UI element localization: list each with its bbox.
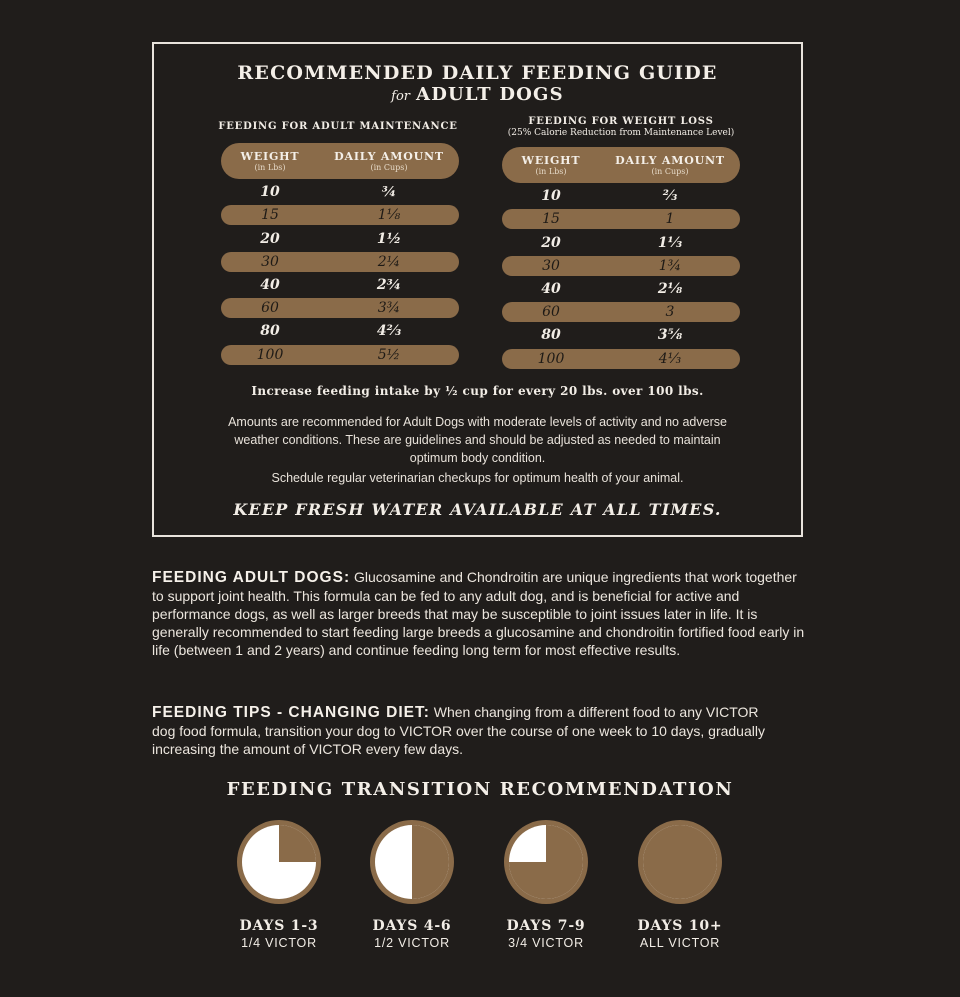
amount-cell: 1⅛ xyxy=(377,207,401,224)
feeding-adult-dogs-heading: FEEDING ADULT DOGS: xyxy=(152,569,351,586)
transition-stage xyxy=(219,818,339,950)
increase-feeding-note: Increase feeding intake by ½ cup for every 20 lbs. over 100 lbs. xyxy=(251,384,704,398)
feeding-adult-dogs-paragraph xyxy=(152,568,812,659)
transition-stage xyxy=(352,818,472,950)
amount-column-header xyxy=(319,150,459,172)
amount-column-label: DAILY AMOUNT xyxy=(334,150,444,163)
feeding-tips-heading: FEEDING TIPS - CHANGING DIET: xyxy=(152,704,430,721)
amount-cell: 1¾ xyxy=(658,257,682,274)
stage-days-label: DAYS 10+ xyxy=(637,918,723,934)
amount-cell: 5½ xyxy=(377,346,401,363)
stage-amount-label: 1/2 VICTOR xyxy=(374,936,450,950)
weight-loss-heading: FEEDING FOR WEIGHT LOSS xyxy=(528,116,714,127)
table-row xyxy=(221,229,459,249)
table-row xyxy=(221,182,459,202)
guide-subtitle xyxy=(154,84,801,105)
weight-column-header xyxy=(502,154,600,176)
stage-days-label: DAYS 4-6 xyxy=(372,918,452,934)
amount-cell: ⅔ xyxy=(662,188,678,205)
amount-cell: ¾ xyxy=(381,184,397,201)
weight-column-label: WEIGHT xyxy=(240,150,300,163)
feeding-tips-paragraph xyxy=(152,703,782,758)
transition-pie-icon xyxy=(235,818,323,906)
maintenance-table-header xyxy=(221,143,459,179)
amount-cell: 4⅓ xyxy=(658,350,682,367)
feeding-guide-box xyxy=(152,42,803,537)
weight-cell: 30 xyxy=(261,253,279,270)
weight-column-unit: (in Lbs) xyxy=(254,163,286,172)
amount-cell: 2⅛ xyxy=(657,280,683,297)
transition-stage xyxy=(620,818,740,950)
weight-column-label: WEIGHT xyxy=(521,154,581,167)
table-row xyxy=(502,279,740,299)
amount-column-header xyxy=(600,154,740,176)
weight-cell: 100 xyxy=(537,350,565,367)
weight-loss-subheading: (25% Calorie Reduction from Maintenance Level) xyxy=(507,128,735,138)
transition-stage xyxy=(486,818,606,950)
weight-cell: 20 xyxy=(541,234,561,251)
guide-subtitle-main: ADULT DOGS xyxy=(416,84,564,105)
stage-amount-label: ALL VICTOR xyxy=(639,936,721,950)
weight-cell: 10 xyxy=(260,184,280,201)
weight-cell: 30 xyxy=(542,257,560,274)
table-row xyxy=(221,345,459,365)
amount-column-unit: (in Cups) xyxy=(370,163,408,172)
transition-pie-icon xyxy=(636,818,724,906)
table-row xyxy=(221,298,459,318)
table-row xyxy=(221,205,459,225)
amount-column-unit: (in Cups) xyxy=(651,167,689,176)
weight-loss-rows xyxy=(502,186,740,368)
guide-subtitle-for: for xyxy=(391,89,411,104)
weight-cell: 100 xyxy=(256,346,284,363)
weight-loss-table xyxy=(502,116,740,369)
weight-cell: 80 xyxy=(541,327,561,344)
amount-cell: 1 xyxy=(665,211,675,228)
weight-cell: 60 xyxy=(261,300,279,317)
table-row xyxy=(502,325,740,345)
amounts-note: Amounts are recommended for Adult Dogs with moderate levels of activity and no adverse weather conditions. These are guidelines and should be adjusted as needed to maintain optimum body condition. xyxy=(228,415,727,465)
table-row xyxy=(502,349,740,369)
amount-cell: 1½ xyxy=(376,230,402,247)
table-row xyxy=(502,233,740,253)
table-row xyxy=(502,302,740,322)
weight-cell: 15 xyxy=(542,211,560,228)
stage-amount-label: 3/4 VICTOR xyxy=(508,936,584,950)
feeding-tips-text: When changing from a different food to any VICTOR dog food formula, transition your dog to VICTOR over the course of one week to 10 days, gradually increasing the amount of VICTOR every few days. xyxy=(152,704,765,757)
amount-cell: 3¾ xyxy=(377,300,401,317)
table-row xyxy=(221,321,459,341)
stage-days-label: DAYS 7-9 xyxy=(506,918,586,934)
guide-title: RECOMMENDED DAILY FEEDING GUIDE xyxy=(237,62,718,84)
weight-cell: 80 xyxy=(260,323,280,340)
weight-cell: 10 xyxy=(541,188,561,205)
weight-cell: 40 xyxy=(260,276,280,293)
weight-cell: 40 xyxy=(541,280,561,297)
table-row xyxy=(221,252,459,272)
stage-amount-label: 1/4 VICTOR xyxy=(241,936,317,950)
table-row xyxy=(502,186,740,206)
maintenance-heading: FEEDING FOR ADULT MAINTENANCE xyxy=(218,121,458,132)
amount-cell: 2¾ xyxy=(376,276,402,293)
stage-days-label: DAYS 1-3 xyxy=(239,918,319,934)
weight-column-unit: (in Lbs) xyxy=(535,167,567,176)
weight-cell: 20 xyxy=(260,230,280,247)
weight-cell: 60 xyxy=(542,304,560,321)
table-row xyxy=(502,256,740,276)
feeding-adult-dogs-text: Glucosamine and Chondroitin are unique ingredients that work together to support joint health. This formula can be fed to any adult dog, and is beneficial for active and performance dogs, as well as larger breeds that may be susceptible to joint issues later in life. It is generally recommended to start feeding large breeds a glucosamine and chondroitin fortified food early in life (between 1 and 2 years) and continue feeding long term for most effective results. xyxy=(152,569,805,658)
maintenance-rows xyxy=(221,182,459,364)
amount-cell: 4⅔ xyxy=(376,323,402,340)
amount-cell: 3⅝ xyxy=(657,327,683,344)
amount-column-label: DAILY AMOUNT xyxy=(615,154,725,167)
transition-pie-icon xyxy=(368,818,456,906)
weight-cell: 15 xyxy=(261,207,279,224)
transition-title: FEEDING TRANSITION RECOMMENDATION xyxy=(226,779,734,800)
table-row xyxy=(502,209,740,229)
checkup-note: Schedule regular veterinarian checkups for optimum health of your animal. xyxy=(271,471,684,485)
pie-fill xyxy=(279,825,316,862)
transition-pie-icon xyxy=(502,818,590,906)
table-row xyxy=(221,275,459,295)
amount-cell: 2¼ xyxy=(377,253,401,270)
weight-column-header xyxy=(221,150,319,172)
maintenance-table xyxy=(218,119,459,365)
amount-cell: 3 xyxy=(665,304,675,321)
pie-fill xyxy=(643,825,717,899)
amount-cell: 1⅓ xyxy=(657,234,683,251)
weight-loss-table-header xyxy=(502,147,740,183)
water-note: KEEP FRESH WATER AVAILABLE AT ALL TIMES. xyxy=(233,500,722,519)
